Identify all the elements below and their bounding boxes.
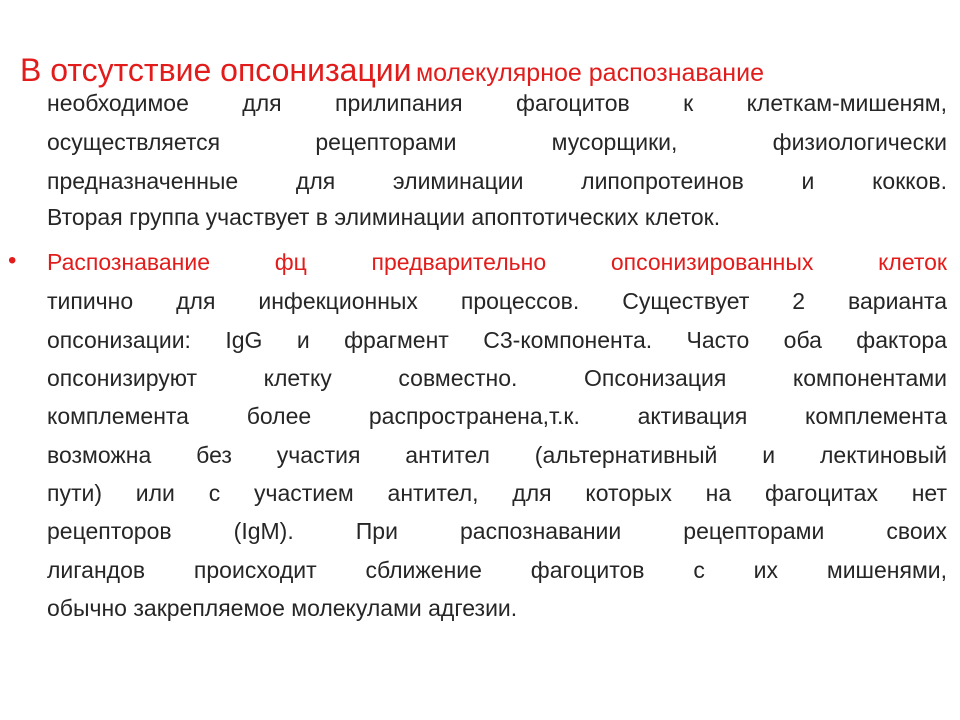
title-lead: В отсутствие опсонизации <box>20 52 412 88</box>
paragraph1-line: предназначенные для элиминации липопротеинов и кокков. <box>47 168 947 194</box>
paragraph1-line: осуществляется рецепторами мусорщики, физиологически <box>47 129 947 155</box>
paragraph2-line: опсонизируют клетку совместно. Опсонизация компонентами <box>47 365 947 391</box>
paragraph2-line: рецепторов (IgM). При распознавании рецепторами своих <box>47 518 947 544</box>
paragraph2-line: обычно закрепляемое молекулами адгезии. <box>47 595 518 621</box>
paragraph2-line: комплемента более распространена,т.к. активация комплемента <box>47 403 947 429</box>
paragraph2-line: возможна без участия антител (альтернативный и лектиновый <box>47 442 947 468</box>
title-rest: молекулярное распознавание <box>415 59 764 87</box>
paragraph2-line: опсонизации: IgG и фрагмент С3-компонента. Часто оба фактора <box>47 327 947 353</box>
bullet-marker: • <box>8 247 17 274</box>
paragraph2-line: лигандов происходит сближение фагоцитов с их мишенями, <box>47 557 947 583</box>
paragraph1-line: Вторая группа участвует в элиминации апоптотических клеток. <box>47 204 721 230</box>
paragraph2-line: пути) или с участием антител, для которых на фагоцитах нет <box>47 480 947 506</box>
paragraph2-line: типично для инфекционных процессов. Существует 2 варианта <box>47 288 947 314</box>
paragraph2-line-highlight: Распознавание фц предварительно опсонизированных клеток <box>47 249 947 275</box>
paragraph1-line: необходимое для прилипания фагоцитов к клеткам-мишеням, <box>47 90 947 116</box>
